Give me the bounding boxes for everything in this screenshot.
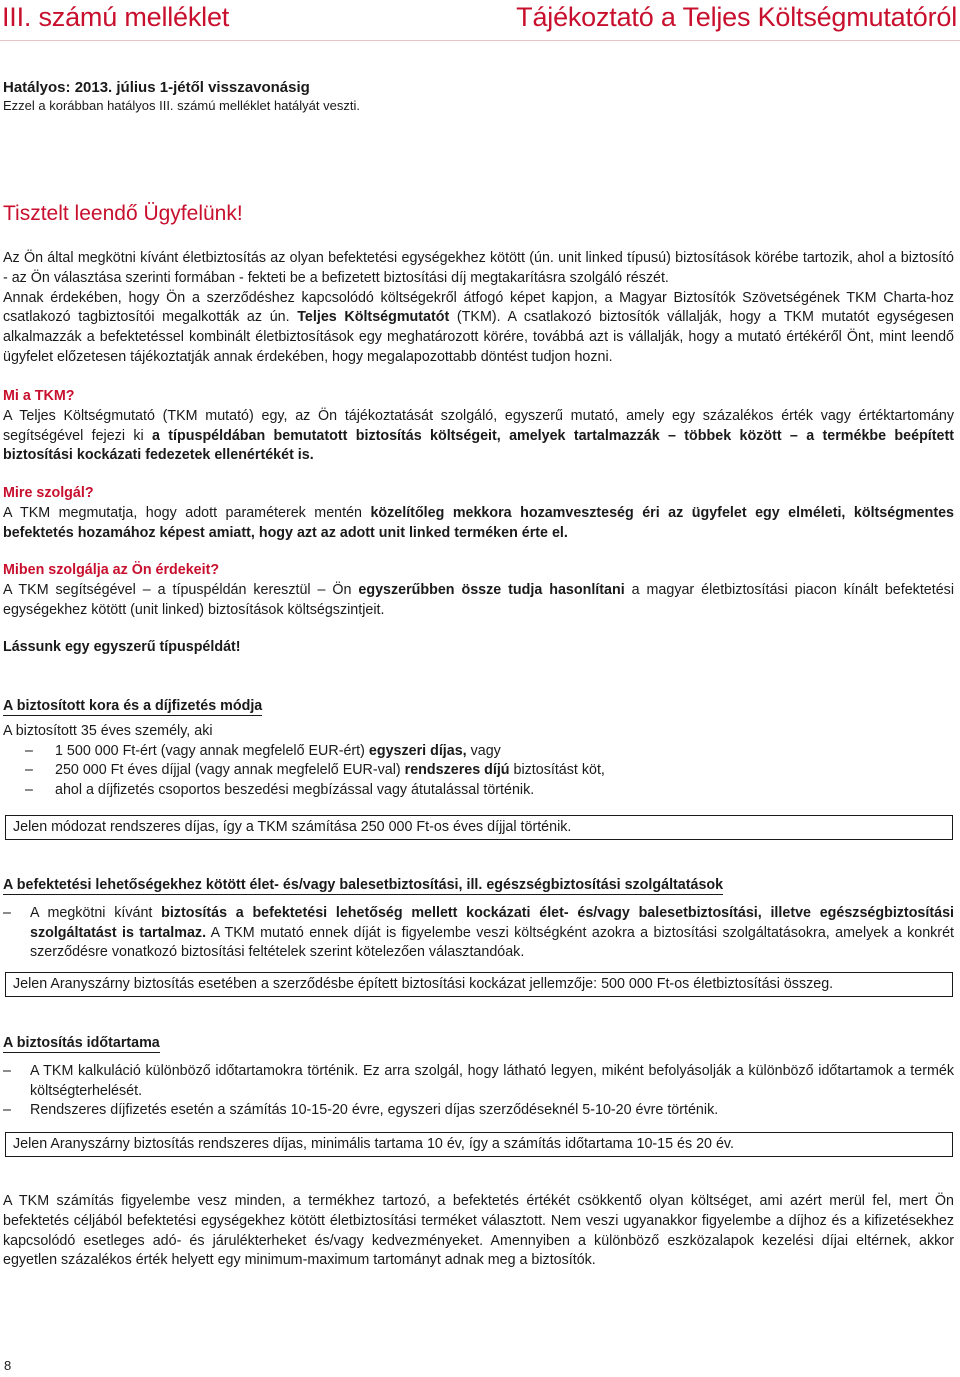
list-item: – A TKM kalkuláció különböző időtartamokra történik. Ez arra szolgál, hogy látható legyen, miként befolyásolják a különböző időtartamok a termék költségterhelését.: [3, 1062, 954, 1102]
annex-label: III. számú melléklet: [2, 2, 230, 32]
purpose-heading: Mire szolgál?: [3, 485, 94, 501]
interest-heading: Miben szolgálja az Ön érdekeit?: [3, 562, 220, 578]
age-highlight-box: Jelen módozat rendszeres díjas, így a TKM számítása 250 000 Ft-os éves díjjal történik.: [5, 815, 953, 840]
header-divider: [0, 40, 960, 41]
interest-text: A TKM segítségével – a típuspéldán keresztül – Ön egyszerűbben össze tudja hasonlítani a magyar életbiztosítási piacon kínált befektetési egységekhez kötött (unit linked) biztosítások költségszintjeit.: [3, 581, 954, 618]
age-heading: A biztosított kora és a díjfizetés módja: [3, 698, 263, 714]
effective-note: Ezzel a korábban hatályos III. számú melléklet hatályát veszti.: [3, 98, 360, 113]
services-section: [3, 876, 954, 963]
duration-section: [3, 1034, 954, 1121]
list-item: – 250 000 Ft éves díjjal (vagy annak megfelelő EUR-val) rendszeres díjú biztosítást köt,: [3, 761, 954, 781]
intro-paragraph-1: Az Ön által megkötni kívánt életbiztosítás az olyan befektetési egységekhez kötött (ún. unit linked típusú) biztosítások körébe tartozik, ahol a biztosító - az Ön választása szerinti formában - fekteti be a befizetett biztosítási díj megtakarításra szolgáló részét.: [3, 250, 954, 286]
services-heading: A befektetési lehetőségekhez kötött élet- és/vagy balesetbiztosítási, ill. egészségbiztosítási szolgáltatások: [3, 877, 724, 893]
list-item: – 1 500 000 Ft-ért (vagy annak megfelelő EUR-ért) egyszeri díjas, vagy: [3, 742, 954, 762]
age-lead: A biztosított 35 éves személy, aki: [3, 722, 213, 739]
duration-list: [3, 1062, 954, 1121]
greeting: Tisztelt leendő Ügyfelünk!: [3, 202, 243, 225]
age-section: [3, 697, 954, 801]
payment-mode-list: [3, 742, 954, 801]
duration-highlight-box: Jelen Aranyszárny biztosítás rendszeres díjas, minimális tartama 10 év, így a számítás időtartama 10-15 és 20 év.: [5, 1132, 953, 1157]
effective-date: Hatályos: 2013. július 1-jétől visszavonásig: [3, 79, 310, 96]
intro-section: [3, 249, 954, 368]
interest-section: [3, 561, 954, 620]
what-section: [3, 387, 954, 466]
services-list: [3, 904, 954, 963]
purpose-text: A TKM megmutatja, hogy adott paraméterek mentén közelítőleg mekkora hozamveszteség éri az ügyfelet egy elméleti, költségmentes befektetés hozamához képest amiatt, hogy azt az adott unit linked terméken érte el.: [3, 504, 954, 541]
what-heading: Mi a TKM?: [3, 388, 75, 404]
services-highlight-box: Jelen Aranyszárny biztosítás esetében a szerződésbe épített biztosítási kockázat jellemzője: 500 000 Ft-os életbiztosítási összeg.: [5, 972, 953, 997]
closing-paragraph: A TKM számítás figyelembe vesz minden, a termékhez tartozó, a befektetés értékét csökkentő olyan költséget, ami azért merül fel, mert Ön befektetés céljából befektetési egységekhez kötött életbiztosítási terméket választott. Nem veszi ugyanakkor figyelembe a díjhoz és a kifizetésekhez kapcsolódó esetleges adó- és járulékterheket és/vagy kedvezményeket. Amennyiben a különböző eszközalapok kezelési díjai eltérnek, akkor egyetlen százalékos érték helyett egy minimum-maximum tartományt adnak meg a biztosítók.: [3, 1193, 954, 1269]
page-number: 8: [4, 1358, 12, 1373]
what-text: A Teljes Költségmutató (TKM mutató) egy, az Ön tájékoztatását szolgáló, egyszerű mutató, amely egy százalékos érték vagy értéktartomány segítségével fejezi ki a típuspéldában bemutatott biztosítás költségeit, amelyek tartalmazzák – többek között – a termékbe beépített biztosítási kockázati fedezetek ellenértékét is.: [3, 407, 955, 464]
example-intro: Lássunk egy egyszerű típuspéldát!: [3, 639, 241, 655]
duration-heading: A biztosítás időtartama: [3, 1035, 160, 1051]
purpose-section: [3, 484, 954, 543]
list-item: – Rendszeres díjfizetés esetén a számítás 10-15-20 évre, egyszeri díjas szerződéseknél 5-10-20 évre történik.: [3, 1101, 954, 1121]
list-item: – A megkötni kívánt biztosítás a befektetési lehetőség mellett kockázati élet- és/vagy balesetbiztosítási, illetve egészségbiztosítási szolgáltatást is tartalmaz. A TKM mutató ennek díját is figyelembe veszi költségként azokra a biztosítási szolgáltatásokra, amelyek a konkrét szerződésre vonatkozó biztosítási feltételek szerint kötelezően választandóak.: [3, 904, 954, 963]
document-title: Tájékoztató a Teljes Költségmutatóról: [516, 2, 957, 32]
intro-paragraph-2: Annak érdekében, hogy Ön a szerződéshez kapcsolódó költségekről átfogó képet kapjon, a Magyar Biztosítók Szövetségének TKM Charta-hoz csatlakozó tagbiztosítói megalkották az ún. Teljes Költségmutatót (TKM). A csatlakozó biztosítók vállalják, hogy a TKM mutatót egységesen alkalmazzák a befektetéssel kombinált életbiztosítások egy meghatározott körére, továbbá azt is vállalják, hogy a mutató értékéről Önt, mint leendő ügyfelet előzetesen tájékoztatják annak érdekében, hogy megalapozottabb döntést tudjon hozni.: [3, 289, 955, 365]
list-item: – ahol a díjfizetés csoportos beszedési megbízással vagy átutalással történik.: [3, 781, 954, 801]
